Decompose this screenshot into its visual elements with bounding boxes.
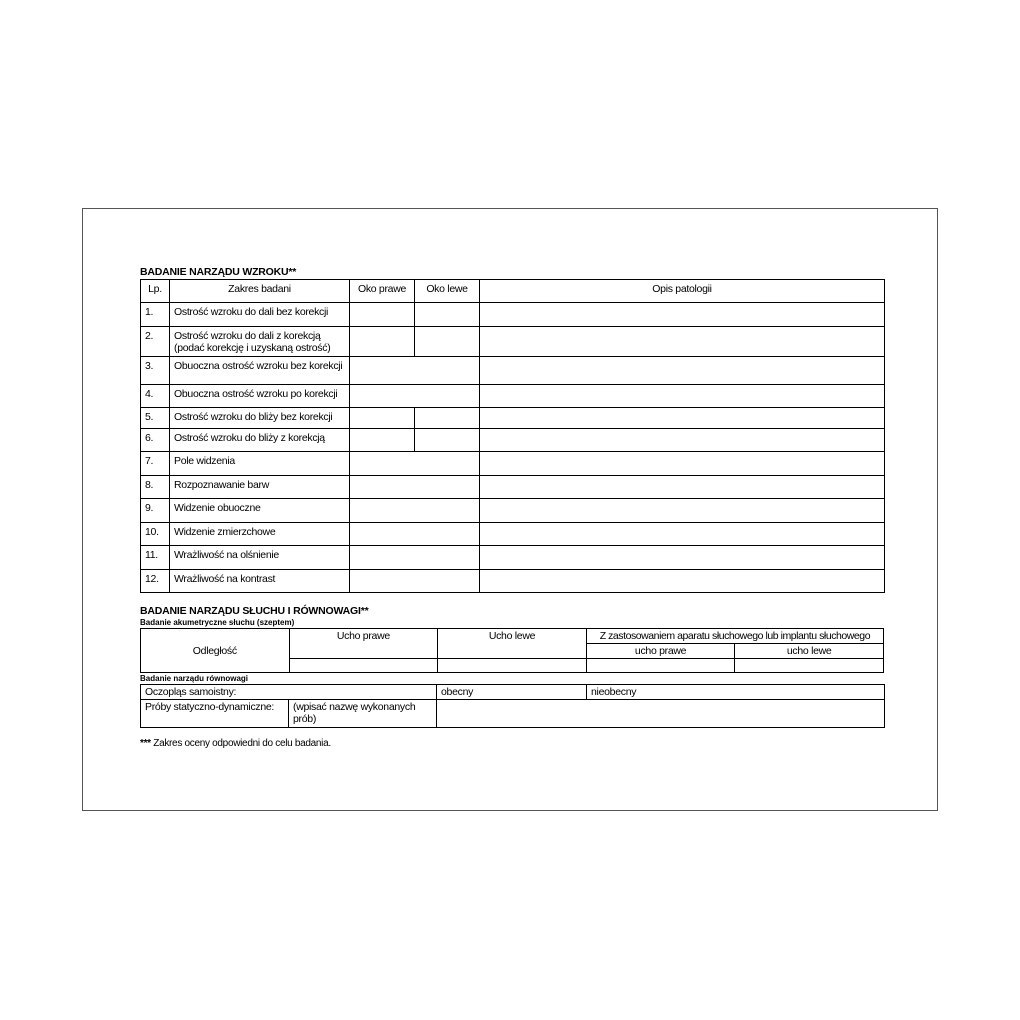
nystagmus-present-option[interactable]: obecny	[437, 685, 587, 700]
nystagmus-row	[141, 685, 885, 700]
header-pathology: Opis patologii	[480, 280, 885, 303]
vision-header-row	[141, 280, 885, 303]
left-eye-cell[interactable]	[415, 303, 480, 327]
table-row	[141, 385, 885, 408]
pathology-cell[interactable]	[480, 327, 885, 357]
row-lp: 10.	[141, 523, 170, 546]
row-lp: 2.	[141, 327, 170, 357]
right-ear-header: Ucho prawe	[289, 629, 438, 659]
row-lp: 1.	[141, 303, 170, 327]
pathology-cell[interactable]	[480, 476, 885, 499]
footnote	[140, 738, 884, 749]
form-content	[140, 266, 884, 749]
pathology-cell[interactable]	[480, 357, 885, 385]
table-row	[141, 357, 885, 385]
row-label: Ostrość wzroku do dali bez korekcji	[170, 303, 350, 327]
hearing-aid-header: Z zastosowaniem aparatu słuchowego lub implantu słuchowego	[586, 629, 883, 644]
row-lp: 6.	[141, 429, 170, 452]
row-label: Ostrość wzroku do bliży z korekcją	[170, 429, 350, 452]
pathology-cell[interactable]	[480, 385, 885, 408]
row-label: Ostrość wzroku do dali z korekcją (podać korekcję i uzyskaną ostrość)	[170, 327, 350, 357]
both-eyes-cell[interactable]	[350, 357, 480, 385]
row-lp: 5.	[141, 408, 170, 429]
header-left-eye: Oko lewe	[415, 280, 480, 303]
left-eye-cell[interactable]	[415, 429, 480, 452]
row-lp: 4.	[141, 385, 170, 408]
left-eye-cell[interactable]	[415, 327, 480, 357]
left-eye-cell[interactable]	[415, 408, 480, 429]
both-eyes-cell[interactable]	[350, 476, 480, 499]
pathology-cell[interactable]	[480, 429, 885, 452]
pathology-cell[interactable]	[480, 523, 885, 546]
row-label: Obuoczna ostrość wzroku po korekcji	[170, 385, 350, 408]
balance-table	[140, 684, 885, 728]
right-eye-cell[interactable]	[350, 429, 415, 452]
both-eyes-cell[interactable]	[350, 452, 480, 476]
row-label: Widzenie zmierzchowe	[170, 523, 350, 546]
tests-label: Próby statyczno-dynamiczne:	[141, 700, 289, 728]
row-label: Rozpoznawanie barw	[170, 476, 350, 499]
left-ear-header: Ucho lewe	[438, 629, 587, 659]
pathology-cell[interactable]	[480, 499, 885, 523]
table-row	[141, 408, 885, 429]
tests-row	[141, 700, 885, 728]
aid-right-ear-value[interactable]	[586, 659, 735, 673]
row-lp: 11.	[141, 546, 170, 570]
both-eyes-cell[interactable]	[350, 570, 480, 593]
nystagmus-absent-option[interactable]: nieobecny	[587, 685, 885, 700]
right-eye-cell[interactable]	[350, 327, 415, 357]
table-row	[141, 476, 885, 499]
pathology-cell[interactable]	[480, 546, 885, 570]
header-scope: Zakres badani	[170, 280, 350, 303]
row-label: Ostrość wzroku do bliży bez korekcji	[170, 408, 350, 429]
row-label: Wrażliwość na kontrast	[170, 570, 350, 593]
table-row	[141, 452, 885, 476]
table-row	[141, 429, 885, 452]
aid-left-ear-value[interactable]	[735, 659, 884, 673]
right-eye-cell[interactable]	[350, 303, 415, 327]
vision-table	[140, 279, 885, 593]
form-sheet	[82, 208, 938, 811]
pathology-cell[interactable]	[480, 452, 885, 476]
row-label: Wrażliwość na olśnienie	[170, 546, 350, 570]
balance-subtitle: Badanie narządu równowagi	[140, 674, 249, 683]
tests-hint: (wpisać nazwę wykonanych prób)	[289, 700, 437, 728]
vision-section-title: BADANIE NARZĄDU WZROKU**	[140, 266, 297, 278]
distance-label: Odległość	[141, 629, 290, 673]
both-eyes-cell[interactable]	[350, 499, 480, 523]
pathology-cell[interactable]	[480, 408, 885, 429]
pathology-cell[interactable]	[480, 303, 885, 327]
table-row	[141, 523, 885, 546]
right-eye-cell[interactable]	[350, 408, 415, 429]
nystagmus-label: Oczopląs samoistny:	[141, 685, 437, 700]
row-lp: 8.	[141, 476, 170, 499]
row-lp: 12.	[141, 570, 170, 593]
pathology-cell[interactable]	[480, 570, 885, 593]
aid-left-ear-header: ucho lewe	[735, 644, 884, 659]
table-row	[141, 327, 885, 357]
both-eyes-cell[interactable]	[350, 523, 480, 546]
row-lp: 7.	[141, 452, 170, 476]
table-row	[141, 570, 885, 593]
hearing-table	[140, 628, 884, 673]
hearing-header-row	[141, 629, 884, 644]
header-lp: Lp.	[141, 280, 170, 303]
both-eyes-cell[interactable]	[350, 385, 480, 408]
aid-right-ear-header: ucho prawe	[586, 644, 735, 659]
footnote-stars: ***	[140, 738, 151, 749]
table-row	[141, 499, 885, 523]
table-row	[141, 303, 885, 327]
header-right-eye: Oko prawe	[350, 280, 415, 303]
table-row	[141, 546, 885, 570]
right-ear-value[interactable]	[289, 659, 438, 673]
row-label: Pole widzenia	[170, 452, 350, 476]
hearing-subtitle: Badanie akumetryczne słuchu (szeptem)	[140, 618, 295, 627]
row-label: Widzenie obuoczne	[170, 499, 350, 523]
tests-value-cell[interactable]	[437, 700, 885, 728]
footnote-text: Zakres oceny odpowiedni do celu badania.	[150, 738, 331, 749]
row-lp: 3.	[141, 357, 170, 385]
row-label: Obuoczna ostrość wzroku bez korekcji	[170, 357, 350, 385]
hearing-section-title: BADANIE NARZĄDU SŁUCHU I RÓWNOWAGI**	[140, 605, 369, 617]
both-eyes-cell[interactable]	[350, 546, 480, 570]
left-ear-value[interactable]	[438, 659, 587, 673]
row-lp: 9.	[141, 499, 170, 523]
